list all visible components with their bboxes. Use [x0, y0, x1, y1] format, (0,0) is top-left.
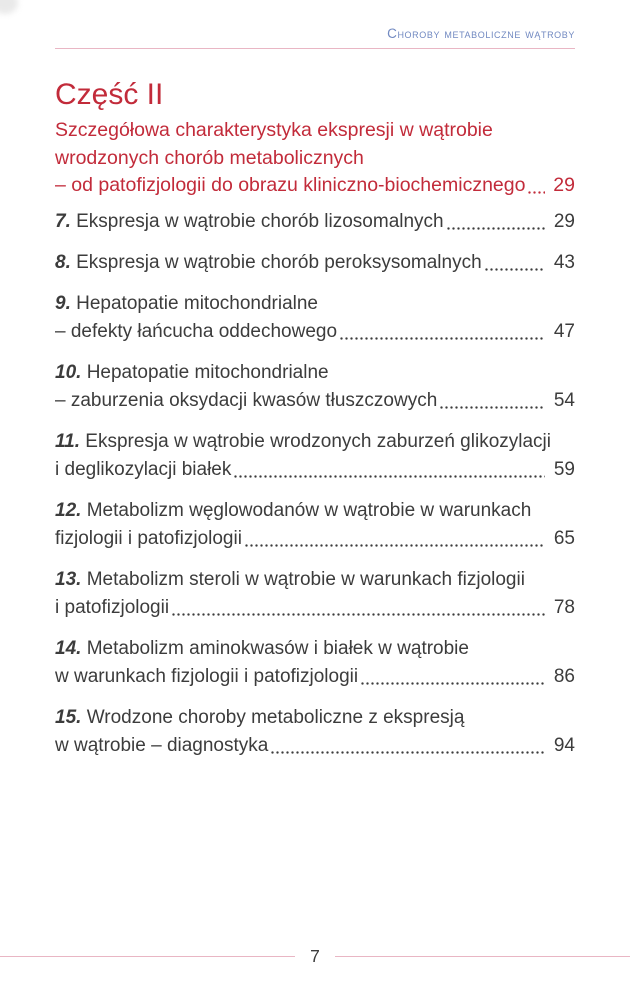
dot-leader — [270, 732, 545, 760]
toc-entry — [55, 290, 575, 346]
entry-title: – defekty łańcucha oddechowego — [55, 321, 338, 342]
toc-entry-line — [55, 208, 575, 236]
entry-title: w wątrobie – diagnostyka — [55, 735, 269, 756]
entry-number: 11. — [55, 431, 86, 452]
entry-page-number: 86 — [553, 666, 575, 687]
entry-page-number: 29 — [553, 211, 575, 232]
entry-title: Metabolizm steroli w wątrobie w warunkach fizjologii — [86, 569, 525, 590]
entry-page-number: 47 — [553, 321, 575, 342]
toc-entry-line — [55, 704, 575, 732]
toc-entry-line — [55, 249, 575, 277]
toc-entry — [55, 428, 575, 484]
entry-number: 12. — [55, 500, 87, 521]
entry-title: Hepatopatie mitochondrialne — [76, 293, 319, 314]
toc-entry — [55, 359, 575, 415]
dot-leader — [446, 208, 545, 236]
toc-entry — [55, 566, 575, 622]
part-heading — [55, 79, 575, 200]
entry-number: 7. — [55, 211, 77, 232]
dot-leader — [171, 594, 545, 622]
toc-entry-line — [55, 525, 575, 553]
part-title: Część II — [55, 78, 164, 111]
toc-entry-line — [55, 732, 575, 760]
toc-entry-line — [55, 497, 575, 525]
toc-entry-line — [55, 594, 575, 622]
entry-page-number: 94 — [553, 735, 575, 756]
page-footer — [0, 946, 630, 967]
toc-entry-line — [55, 387, 575, 415]
toc-entry-line — [55, 318, 575, 346]
toc-entry — [55, 497, 575, 553]
toc-entry — [55, 704, 575, 760]
running-head-title: Choroby metaboliczne wątroby — [387, 26, 575, 41]
entry-title: Metabolizm aminokwasów i białek w wątrobie — [86, 638, 469, 659]
entry-title: Ekspresja w wątrobie chorób lizosomalnych — [76, 211, 444, 232]
toc-entry-line — [55, 566, 575, 594]
entry-title: Hepatopatie mitochondrialne — [86, 362, 329, 383]
entry-title: i patofizjologii — [55, 597, 170, 618]
toc-entry-line — [55, 635, 575, 663]
part-subtitle-line-1: Szczegółowa charakterystyka ekspresji w wątrobie — [55, 119, 493, 141]
part-subtitle-text: – od patofizjologii do obrazu kliniczno-biochemicznego — [55, 174, 526, 196]
entry-number: 9. — [55, 293, 77, 314]
dot-leader — [244, 525, 545, 553]
entry-title: Ekspresja w wątrobie chorób peroksysomalnych — [76, 252, 482, 273]
entry-number: 8. — [55, 252, 77, 273]
footer-rule-right — [335, 956, 630, 957]
entry-title: Metabolizm węglowodanów w wątrobie w warunkach — [86, 500, 532, 521]
entry-number: 10. — [55, 362, 87, 383]
entry-page-number: 54 — [553, 390, 575, 411]
entry-title: w warunkach fizjologii i patofizjologii — [55, 666, 359, 687]
entry-number: 14. — [55, 638, 87, 659]
part-subtitle-line-2: wrodzonych chorób metabolicznych — [55, 146, 364, 169]
toc-entry-line — [55, 290, 575, 318]
toc-entry — [55, 249, 575, 277]
footer-rule-left — [0, 956, 295, 957]
entry-title: – zaburzenia oksydacji kwasów tłuszczowych — [55, 390, 438, 411]
part-page-number: 29 — [553, 174, 575, 196]
toc-entry — [55, 635, 575, 691]
dot-leader — [439, 387, 545, 415]
toc-entry-line — [55, 428, 575, 456]
entry-page-number: 43 — [553, 252, 575, 273]
toc-entry-line — [55, 456, 575, 484]
toc-entry-line — [55, 663, 575, 691]
entry-title: fizjologii i patofizjologii — [55, 528, 242, 549]
entry-title: i deglikozylacji białek — [55, 459, 232, 480]
folio-page-number: 7 — [310, 946, 320, 966]
entry-title: Wrodzone choroby metaboliczne z ekspresją — [86, 707, 465, 728]
entry-page-number: 78 — [553, 597, 575, 618]
entry-page-number: 59 — [553, 459, 575, 480]
dot-leader — [527, 172, 545, 200]
dot-leader — [233, 456, 545, 484]
header-rule — [55, 48, 575, 49]
part-subtitle-line-3 — [55, 172, 575, 200]
dot-leader — [484, 249, 545, 277]
toc-entry-line — [55, 359, 575, 387]
entry-title: Ekspresja w wątrobie wrodzonych zaburzeń glikozylacji — [85, 431, 551, 452]
dot-leader — [339, 318, 545, 346]
entry-page-number: 65 — [553, 528, 575, 549]
entry-number: 15. — [55, 707, 87, 728]
toc-entry — [55, 208, 575, 236]
toc-entries — [55, 208, 575, 773]
scan-artifact — [0, 0, 18, 14]
entry-number: 13. — [55, 569, 87, 590]
dot-leader — [360, 663, 545, 691]
